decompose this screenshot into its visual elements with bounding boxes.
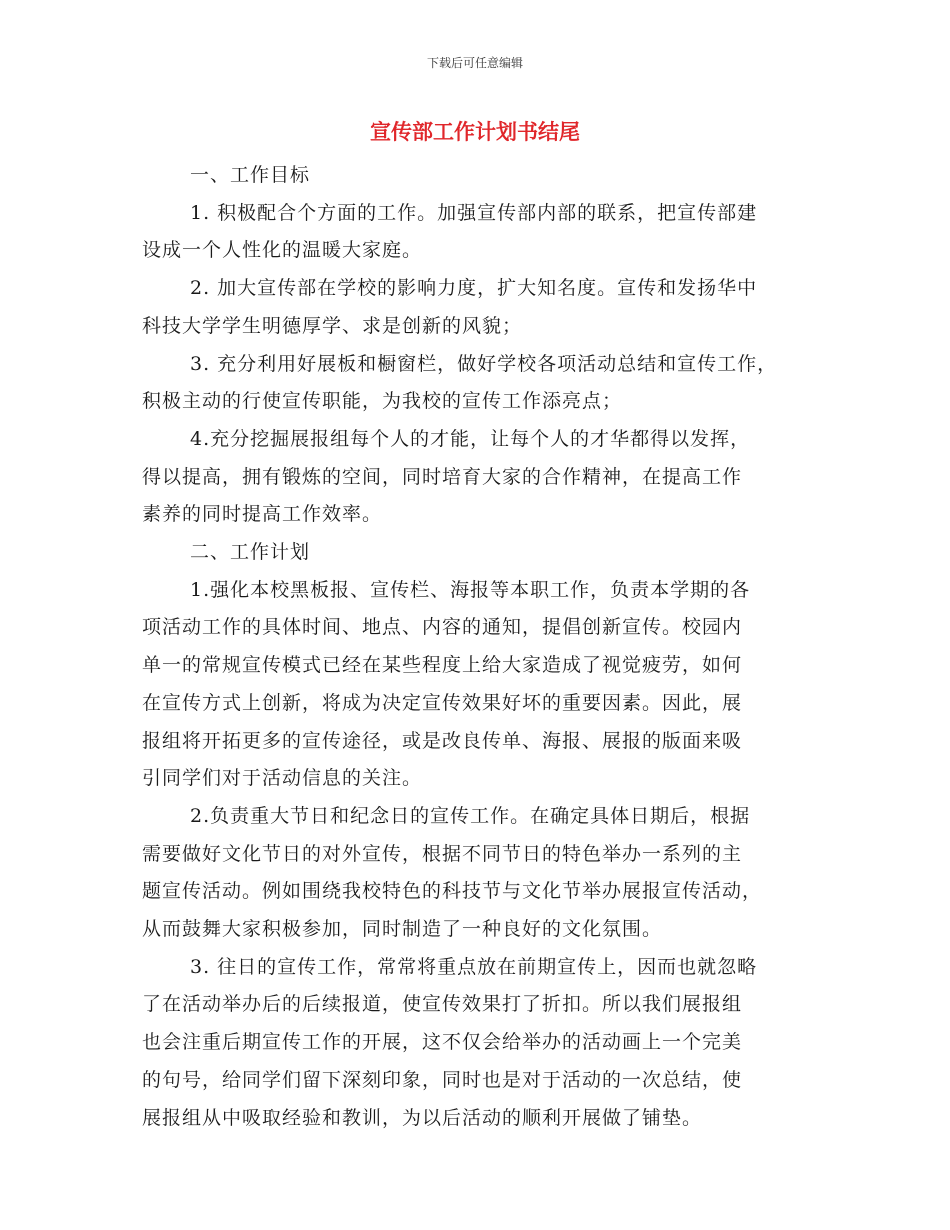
paragraph-line: 从而鼓舞大家积极参加，同时制造了一种良好的文化氛围。 <box>142 918 663 941</box>
paragraph-line: 2. 加大宣传部在学校的影响力度，扩大知名度。宣传和发扬华中 <box>190 277 758 300</box>
paragraph-line: 科技大学学生明德厚学、求是创新的风貌； <box>142 314 523 337</box>
paragraph-line: 4.充分挖掘展报组每个人的才能，让每个人的才华都得以发挥， <box>190 427 751 450</box>
goal-paragraph-3 <box>142 346 822 421</box>
plan-paragraph-2 <box>142 798 822 949</box>
paragraph-line: 展报组从中吸取经验和教训，为以后活动的顺利开展做了铺垫。 <box>142 1106 703 1129</box>
paragraph-line: 3. 往日的宣传工作，常常将重点放在前期宣传上，因而也就忽略 <box>190 955 758 978</box>
paragraph-line: 1. 积极配合个方面的工作。加强宣传部内部的联系，把宣传部建 <box>190 201 758 224</box>
paragraph-line: 3. 充分利用好展板和橱窗栏，做好学校各项活动总结和宣传工作， <box>190 352 778 375</box>
paragraph-line: 积极主动的行使宣传职能，为我校的宣传工作添亮点； <box>142 390 623 413</box>
section-heading-goals: 一、工作目标 <box>190 164 311 186</box>
paragraph-line: 设成一个人性化的温暖大家庭。 <box>142 239 423 262</box>
header-note: 下载后可任意编辑 <box>426 56 523 70</box>
section-heading-plan: 二、工作计划 <box>190 541 311 564</box>
goal-paragraph-1 <box>142 195 822 270</box>
paragraph-line: 需要做好文化节日的对外宣传，根据不同节日的特色举办一系列的主 <box>142 842 743 865</box>
document-body <box>142 157 822 1137</box>
paragraph-line: 也会注重后期宣传工作的开展，这不仅会给举办的活动画上一个完美 <box>142 1031 743 1054</box>
paragraph-line: 报组将开拓更多的宣传途径，或是改良传单、海报、展报的版面来吸 <box>142 729 743 752</box>
document-title: 宣传部工作计划书结尾 <box>370 120 580 144</box>
paragraph-line: 了在活动举办后的后续报道，使宣传效果打了折扣。所以我们展报组 <box>142 993 743 1016</box>
plan-paragraph-3 <box>142 949 822 1138</box>
plan-paragraph-1 <box>142 572 822 798</box>
paragraph-line: 引同学们对于活动信息的关注。 <box>142 767 423 790</box>
paragraph-line: 项活动工作的具体时间、地点、内容的通知，提倡创新宣传。校园内 <box>142 616 743 639</box>
paragraph-line: 的句号，给同学们留下深刻印象，同时也是对于活动的一次总结，使 <box>142 1068 743 1091</box>
paragraph-line: 单一的常规宣传模式已经在某些程度上给大家造成了视觉疲劳，如何 <box>142 654 743 677</box>
goal-paragraph-4 <box>142 421 822 534</box>
paragraph-line: 素养的同时提高工作效率。 <box>142 503 383 526</box>
paragraph-line: 1.强化本校黑板报、宣传栏、海报等本职工作，负责本学期的各 <box>190 578 751 601</box>
paragraph-line: 2.负责重大节日和纪念日的宣传工作。在确定具体日期后，根据 <box>190 804 751 827</box>
goal-paragraph-2 <box>142 270 822 345</box>
paragraph-line: 在宣传方式上创新，将成为决定宣传效果好坏的重要因素。因此，展 <box>142 691 743 714</box>
paragraph-line: 题宣传活动。例如围绕我校特色的科技节与文化节举办展报宣传活动， <box>142 880 763 903</box>
paragraph-line: 得以提高，拥有锻炼的空间，同时培育大家的合作精神，在提高工作 <box>142 465 743 488</box>
